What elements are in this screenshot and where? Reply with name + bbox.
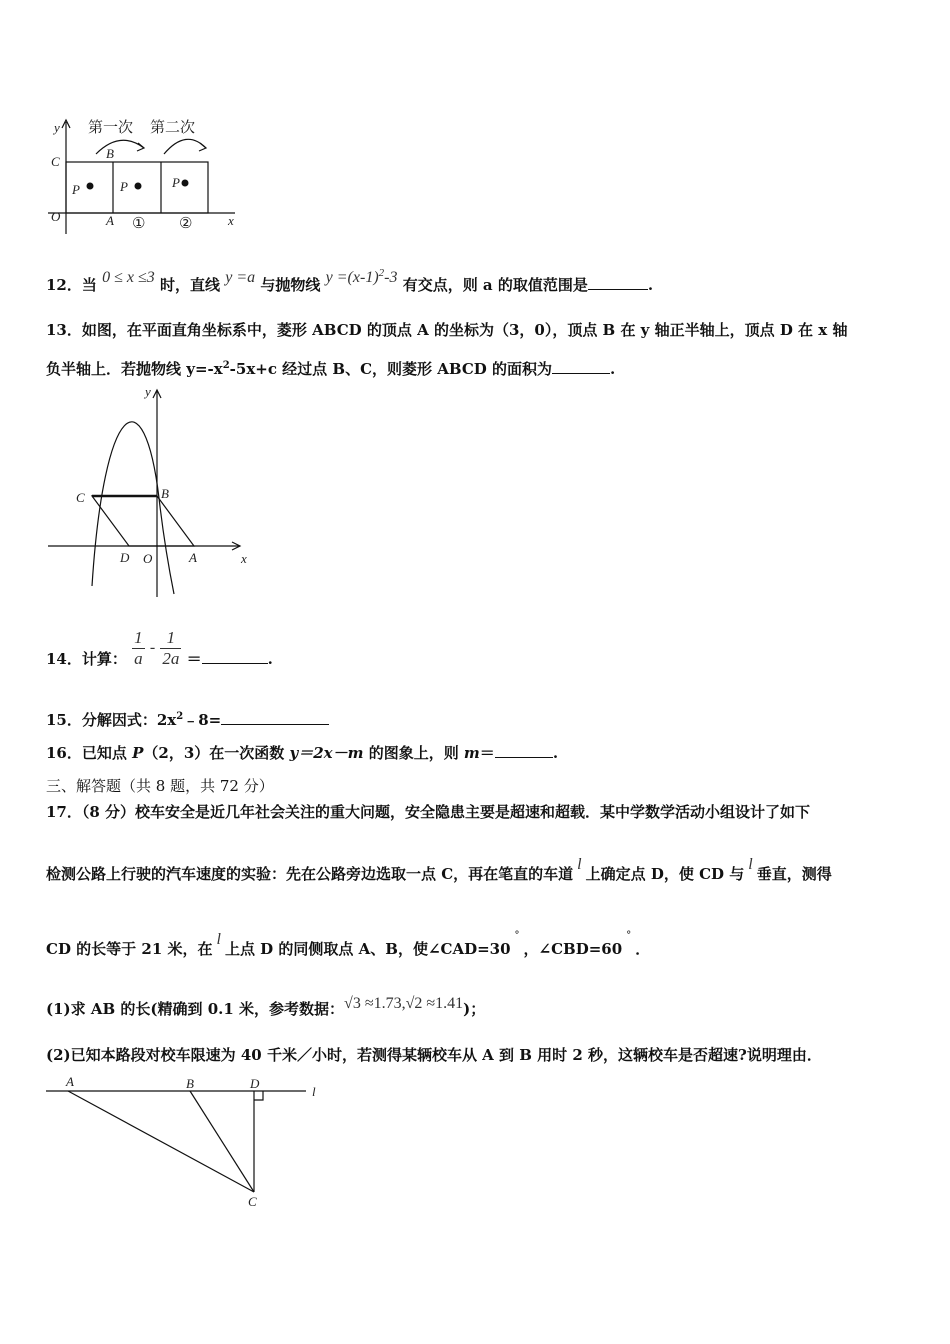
- question-12: [46, 267, 654, 296]
- figure-rolling-rectangle: [40, 112, 250, 237]
- fig13-y-label: y: [145, 384, 151, 399]
- question-16: [46, 743, 558, 763]
- figure-road-speed: [40, 1072, 340, 1212]
- q17-line3-d: ．: [635, 940, 651, 958]
- q13-answer-blank[interactable]: [552, 359, 610, 374]
- q13-line2-b: -5x+c 经过点 B、C，则菱形 ABCD 的面积为: [229, 360, 553, 378]
- q14-number: 14．计算：: [46, 650, 127, 668]
- question-17-part1: [46, 995, 486, 1020]
- q17-deg2: °: [626, 930, 632, 941]
- q17-line2-a: 检测公路上行驶的汽车速度的实验：先在公路旁边选取一点 C，再在笔直的车道: [46, 865, 574, 883]
- q17-line2-c: 垂直，测得: [756, 865, 832, 883]
- q17-line2-b: 上确定点 D，使 CD 与: [585, 865, 745, 883]
- q12-parabola-eq: y =(x-1): [325, 269, 379, 286]
- fig17-b-label: B: [186, 1076, 194, 1091]
- q12-answer-blank[interactable]: [588, 275, 648, 290]
- q15-exp: 2: [176, 711, 184, 722]
- fig12-p1-label: P: [120, 179, 128, 194]
- fig13-o-label: O: [143, 551, 153, 566]
- fig13-b-label: B: [161, 486, 169, 501]
- q12-text1: 时，直线: [160, 276, 221, 294]
- fig12-c-label: C: [51, 154, 60, 169]
- q15-answer-blank[interactable]: [221, 710, 329, 725]
- q16-t4: ＝: [479, 744, 495, 762]
- fig17-d-label: D: [250, 1076, 260, 1091]
- q17-deg1: °: [514, 930, 520, 941]
- q16-answer-blank[interactable]: [495, 743, 553, 758]
- q14-fraction-1: $\frac{1}{a}$: [134, 627, 143, 668]
- q17-l3: l: [216, 931, 221, 948]
- q16-t1: 16．已知点: [46, 744, 133, 762]
- question-17-line3: [46, 930, 651, 962]
- q14-minus: -: [149, 639, 156, 656]
- q12-parabola-exp: 2: [378, 267, 385, 279]
- q12-end: .: [647, 276, 654, 294]
- q17-part1-a: (1)求 AB 的长(精确到 0.1 米，参考数据：: [46, 1000, 345, 1018]
- fig12-circle-two: ②: [179, 216, 193, 232]
- fig12-second-roll: 第二次: [150, 118, 196, 136]
- q17-l2: l: [748, 856, 753, 873]
- q12-number: 12．当: [46, 276, 97, 294]
- fig12-circle-one: ①: [132, 216, 146, 232]
- q17-line3-b: 上点 D 的同侧取点 A、B，使∠CAD=30: [224, 940, 511, 958]
- fig12-p2-label: P: [172, 175, 180, 190]
- q14-answer-blank[interactable]: [202, 649, 268, 664]
- q17-line3-a: CD 的长等于 21 米，在: [46, 940, 213, 958]
- q15-text-b: ﹣8=: [183, 711, 222, 729]
- q12-text3: 有交点，则 a 的取值范围是: [402, 276, 588, 294]
- q15-text-a: 15．分解因式：2x: [46, 711, 177, 729]
- q16-m: m: [463, 744, 480, 762]
- question-13-line2: [46, 356, 615, 379]
- q14-end: .: [267, 650, 273, 668]
- q14-fraction-2: $\frac{1}{2a}$: [162, 627, 180, 668]
- q13-exp: 2: [222, 360, 230, 371]
- q13-line2-a: 负半轴上．若抛物线 y=-x: [46, 360, 223, 378]
- q16-p: P: [132, 744, 144, 762]
- q13-end: .: [610, 360, 616, 378]
- fig12-y-label: y: [54, 120, 60, 135]
- question-15: [46, 707, 329, 730]
- q12-text2: 与抛物线: [260, 276, 321, 294]
- fig12-b-label: B: [106, 146, 114, 161]
- q17-l1: l: [577, 856, 582, 873]
- fig12-a-label: A: [106, 213, 114, 228]
- fig12-first-roll: 第一次: [88, 118, 134, 136]
- question-13-line1: 13．如图，在平面直角坐标系中，菱形 ABCD 的顶点 A 的坐标为（3，0），顶点 B 在 y 轴正半轴上，顶点 D 在 x 轴: [46, 321, 848, 339]
- figure-rhombus-parabola: [44, 382, 259, 600]
- section-heading: 三、解答题（共 8 题，共 72 分）: [46, 777, 274, 795]
- fig12-o-label: O: [51, 209, 61, 224]
- q17-reference-data: √3 ≈1.73,√2 ≈1.41: [344, 995, 464, 1012]
- fig12-x-label: x: [228, 213, 234, 228]
- q16-t3: 的图象上，则: [363, 744, 464, 762]
- q12-line-eq: y =a: [225, 269, 256, 286]
- q16-end: .: [552, 744, 559, 762]
- fig13-d-label: D: [120, 550, 130, 565]
- q17-line3-c: ，∠CBD=60: [523, 940, 623, 958]
- question-14: [46, 626, 273, 669]
- q14-equals: ＝: [186, 650, 202, 668]
- question-17-part2: (2)已知本路段对校车限速为 40 千米／小时，若测得某辆校车从 A 到 B 用时 2 秒，这辆校车是否超速?说明理由．: [46, 1046, 822, 1064]
- fig13-x-label: x: [241, 551, 247, 566]
- q16-function: y＝2x－m: [289, 744, 364, 762]
- fig13-c-label: C: [76, 490, 85, 505]
- question-17-line1: 17．（8 分）校车安全是近几年社会关注的重大问题，安全隐患主要是超速和超载．某中学数学活动小组设计了如下: [46, 803, 811, 821]
- q12-condition: 0 ≤ x ≤3: [102, 269, 155, 286]
- q16-t2: （2，3）在一次函数: [143, 744, 290, 762]
- fig17-a-label: A: [66, 1074, 74, 1089]
- question-17-line2: [46, 856, 832, 885]
- fig13-a-label: A: [189, 550, 197, 565]
- q17-part1-b: )；: [463, 1000, 486, 1018]
- q12-parabola-tail: -3: [384, 269, 398, 286]
- fig17-l-label: l: [312, 1084, 316, 1099]
- fig12-p-label: P: [72, 182, 80, 197]
- fig17-c-label: C: [248, 1194, 257, 1209]
